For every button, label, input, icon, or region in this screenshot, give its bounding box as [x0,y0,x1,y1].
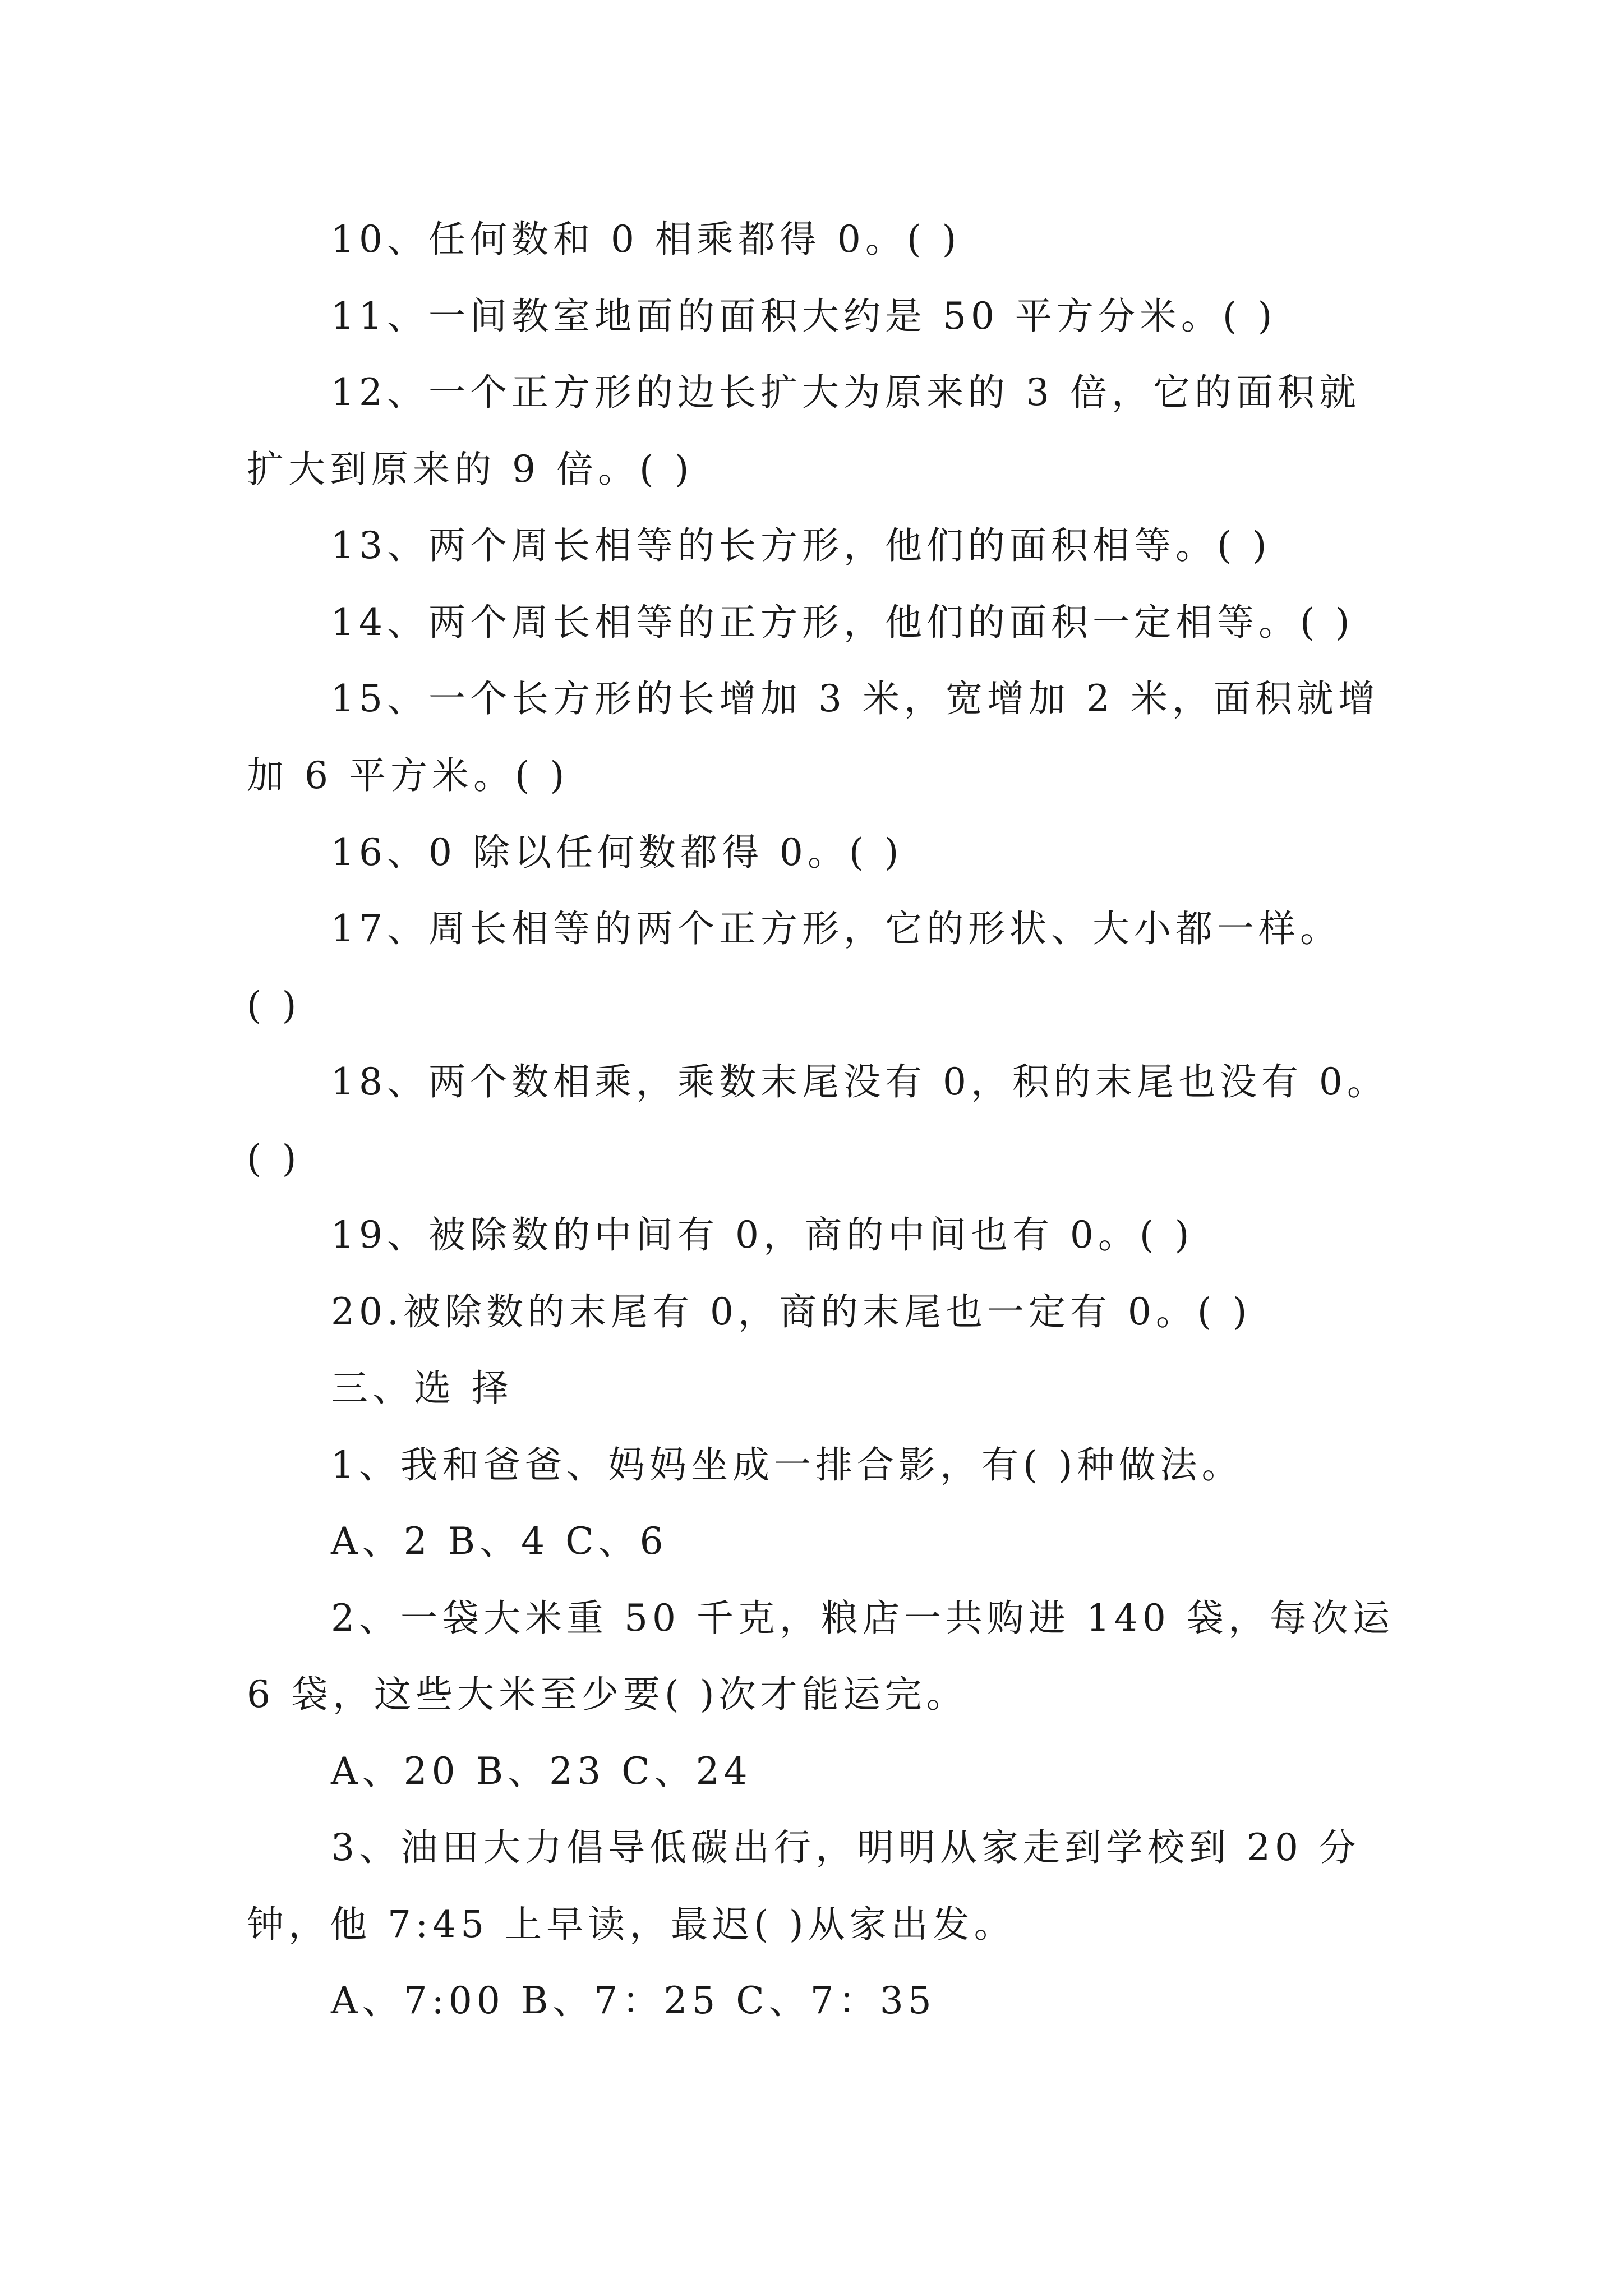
choice-options-2: A、20 B、23 C、24 [331,1750,752,1793]
choice-options-1: A、2 B、4 C、6 [331,1520,668,1563]
choice-options-3: A、7:00 B、7：25 C、7：35 [331,1979,936,2022]
question-13: 13、两个周长相等的长方形，他们的面积相等。( ) [331,524,1271,567]
question-17: 17、周长相等的两个正方形，它的形状、大小都一样。 [331,907,1341,950]
question-10: 10、任何数和 0 相乘都得 0。( ) [331,218,961,261]
question-12: 12、一个正方形的边长扩大为原来的 3 倍，它的面积就 [331,371,1361,414]
question-19: 19、被除数的中间有 0，商的中间也有 0。( ) [331,1213,1194,1257]
question-15-cont: 加 6 平方米。( ) [247,754,569,797]
choice-question-3: 3、油田大力倡导低碳出行，明明从家走到学校到 20 分 [331,1826,1361,1869]
question-17-cont: ( ) [247,984,301,1027]
choice-question-2-cont: 6 袋，这些大米至少要( )次才能运完。 [247,1673,968,1716]
section-heading: 三、选 择 [331,1366,513,1410]
question-20: 20.被除数的末尾有 0，商的末尾也一定有 0。( ) [331,1290,1252,1333]
question-18: 18、两个数相乘，乘数末尾没有 0，积的末尾也没有 0。 [331,1060,1389,1103]
choice-question-3-cont: 钟，他 7:45 上早读，最迟( )从家出发。 [247,1903,1016,1946]
choice-question-2: 2、一袋大米重 50 千克，粮店一共购进 140 袋，每次运 [331,1596,1394,1640]
choice-question-1: 1、我和爸爸、妈妈坐成一排合影，有( )种做法。 [331,1443,1243,1487]
question-12-cont: 扩大到原来的 9 倍。( ) [247,448,694,491]
question-18-cont: ( ) [247,1137,301,1180]
question-16: 16、0 除以任何数都得 0。( ) [331,831,903,874]
question-14: 14、两个周长相等的正方形，他们的面积一定相等。( ) [331,601,1354,644]
question-11: 11、一间教室地面的面积大约是 50 平方分米。( ) [331,295,1277,338]
question-15: 15、一个长方形的长增加 3 米，宽增加 2 米，面积就增 [331,677,1380,720]
